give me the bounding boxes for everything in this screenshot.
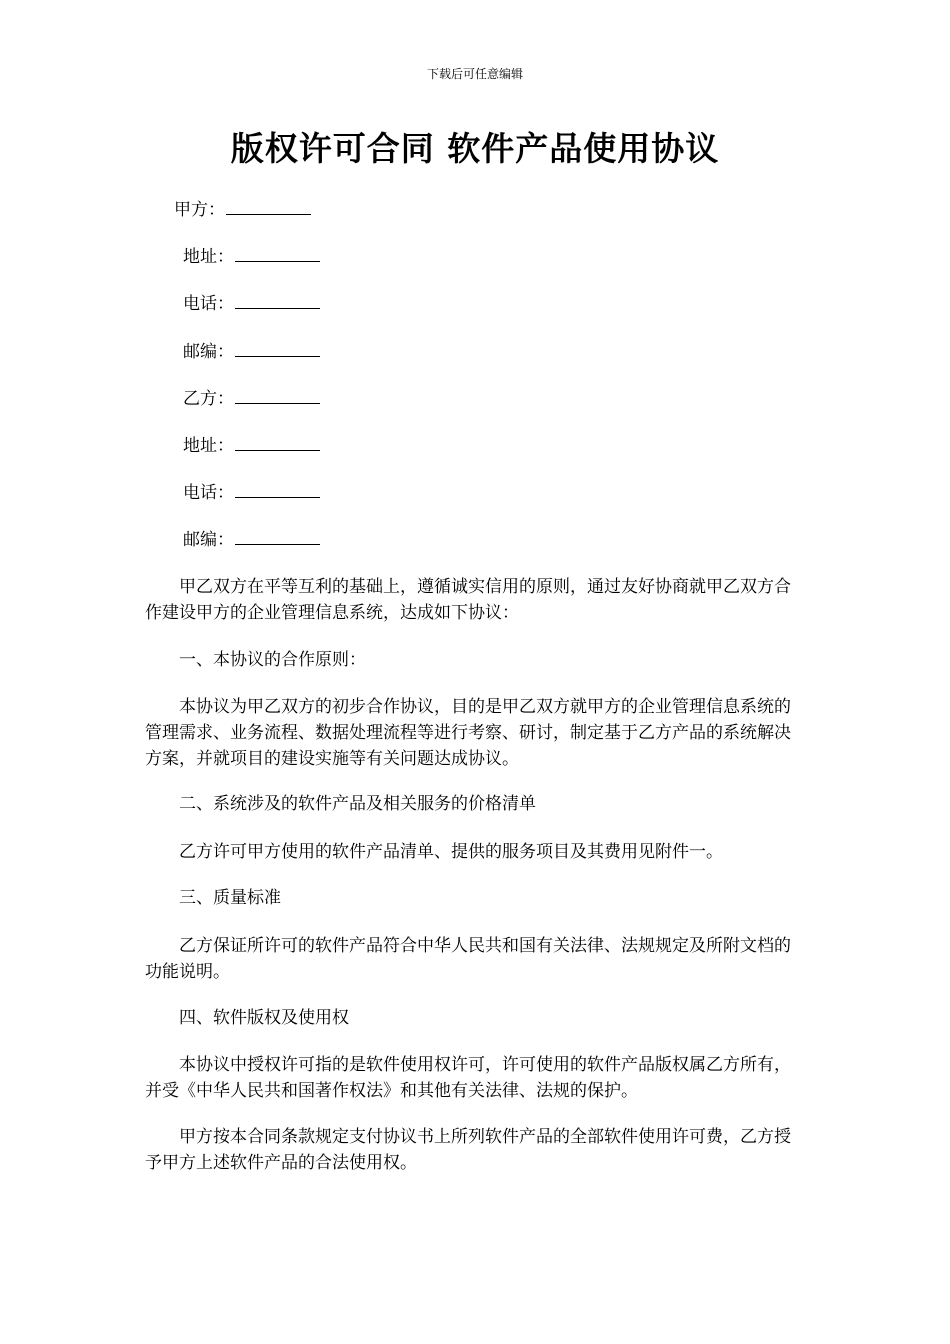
- section3-paragraph: 乙方保证所许可的软件产品符合中华人民共和国有关法律、法规规定及所附文档的功能说明。: [145, 936, 791, 982]
- party-a-phone-field: [183, 291, 320, 316]
- party-a-address-label: 地址：: [183, 247, 234, 267]
- section2-paragraph: 乙方许可甲方使用的软件产品清单、提供的服务项目及其费用见附件一。: [179, 842, 723, 862]
- party-b-postcode-field: [183, 527, 320, 552]
- party-b-postcode-label: 邮编：: [183, 530, 234, 550]
- intro-paragraph: 甲乙双方在平等互利的基础上，遵循诚实信用的原则，通过友好协商就甲乙双方合作建设甲方的企业管理信息系统，达成如下协议：: [145, 577, 791, 623]
- document-title: 版权许可合同 软件产品使用协议: [230, 129, 720, 168]
- party-b-postcode-blank: [235, 527, 320, 545]
- section4-paragraph-2: 甲方按本合同条款规定支付协议书上所列软件产品的全部软件使用许可费，乙方授予甲方上述软件产品的合法使用权。: [145, 1127, 791, 1173]
- section1-paragraph: 本协议为甲乙双方的初步合作协议，目的是甲乙双方就甲方的企业管理信息系统的管理需求、业务流程、数据处理流程等进行考察、研讨，制定基于乙方产品的系统解决方案，并就项目的建设实施等有关问题达成协议。: [145, 697, 791, 769]
- party-a-phone-label: 电话：: [183, 294, 234, 314]
- party-b-address-field: [183, 433, 320, 458]
- party-a-postcode-label: 邮编：: [183, 342, 234, 362]
- party-a-address-blank: [235, 244, 320, 262]
- section4-heading: 四、软件版权及使用权: [179, 1008, 349, 1028]
- section2-heading: 二、系统涉及的软件产品及相关服务的价格清单: [179, 794, 536, 814]
- party-b-label: 乙方：: [183, 389, 234, 409]
- party-a-postcode-field: [183, 339, 320, 364]
- party-b-blank: [235, 386, 320, 404]
- party-b-field: [183, 386, 320, 411]
- party-b-address-blank: [235, 433, 320, 451]
- section1-heading: 一、本协议的合作原则：: [179, 650, 366, 670]
- section3-heading: 三、质量标准: [179, 888, 281, 908]
- party-a-field: [174, 197, 311, 222]
- party-b-phone-field: [183, 480, 320, 505]
- party-a-phone-blank: [235, 291, 320, 309]
- party-a-blank: [226, 197, 311, 215]
- party-b-phone-label: 电话：: [183, 483, 234, 503]
- party-b-phone-blank: [235, 480, 320, 498]
- section4-paragraph-1: 本协议中授权许可指的是软件使用权许可，许可使用的软件产品版权属乙方所有，并受《中华人民共和国著作权法》和其他有关法律、法规的保护。: [145, 1055, 791, 1101]
- party-a-address-field: [183, 244, 320, 269]
- party-a-postcode-blank: [235, 339, 320, 357]
- party-b-address-label: 地址：: [183, 436, 234, 456]
- party-a-label: 甲方：: [174, 200, 225, 220]
- header-note: 下载后可任意编辑: [426, 67, 523, 81]
